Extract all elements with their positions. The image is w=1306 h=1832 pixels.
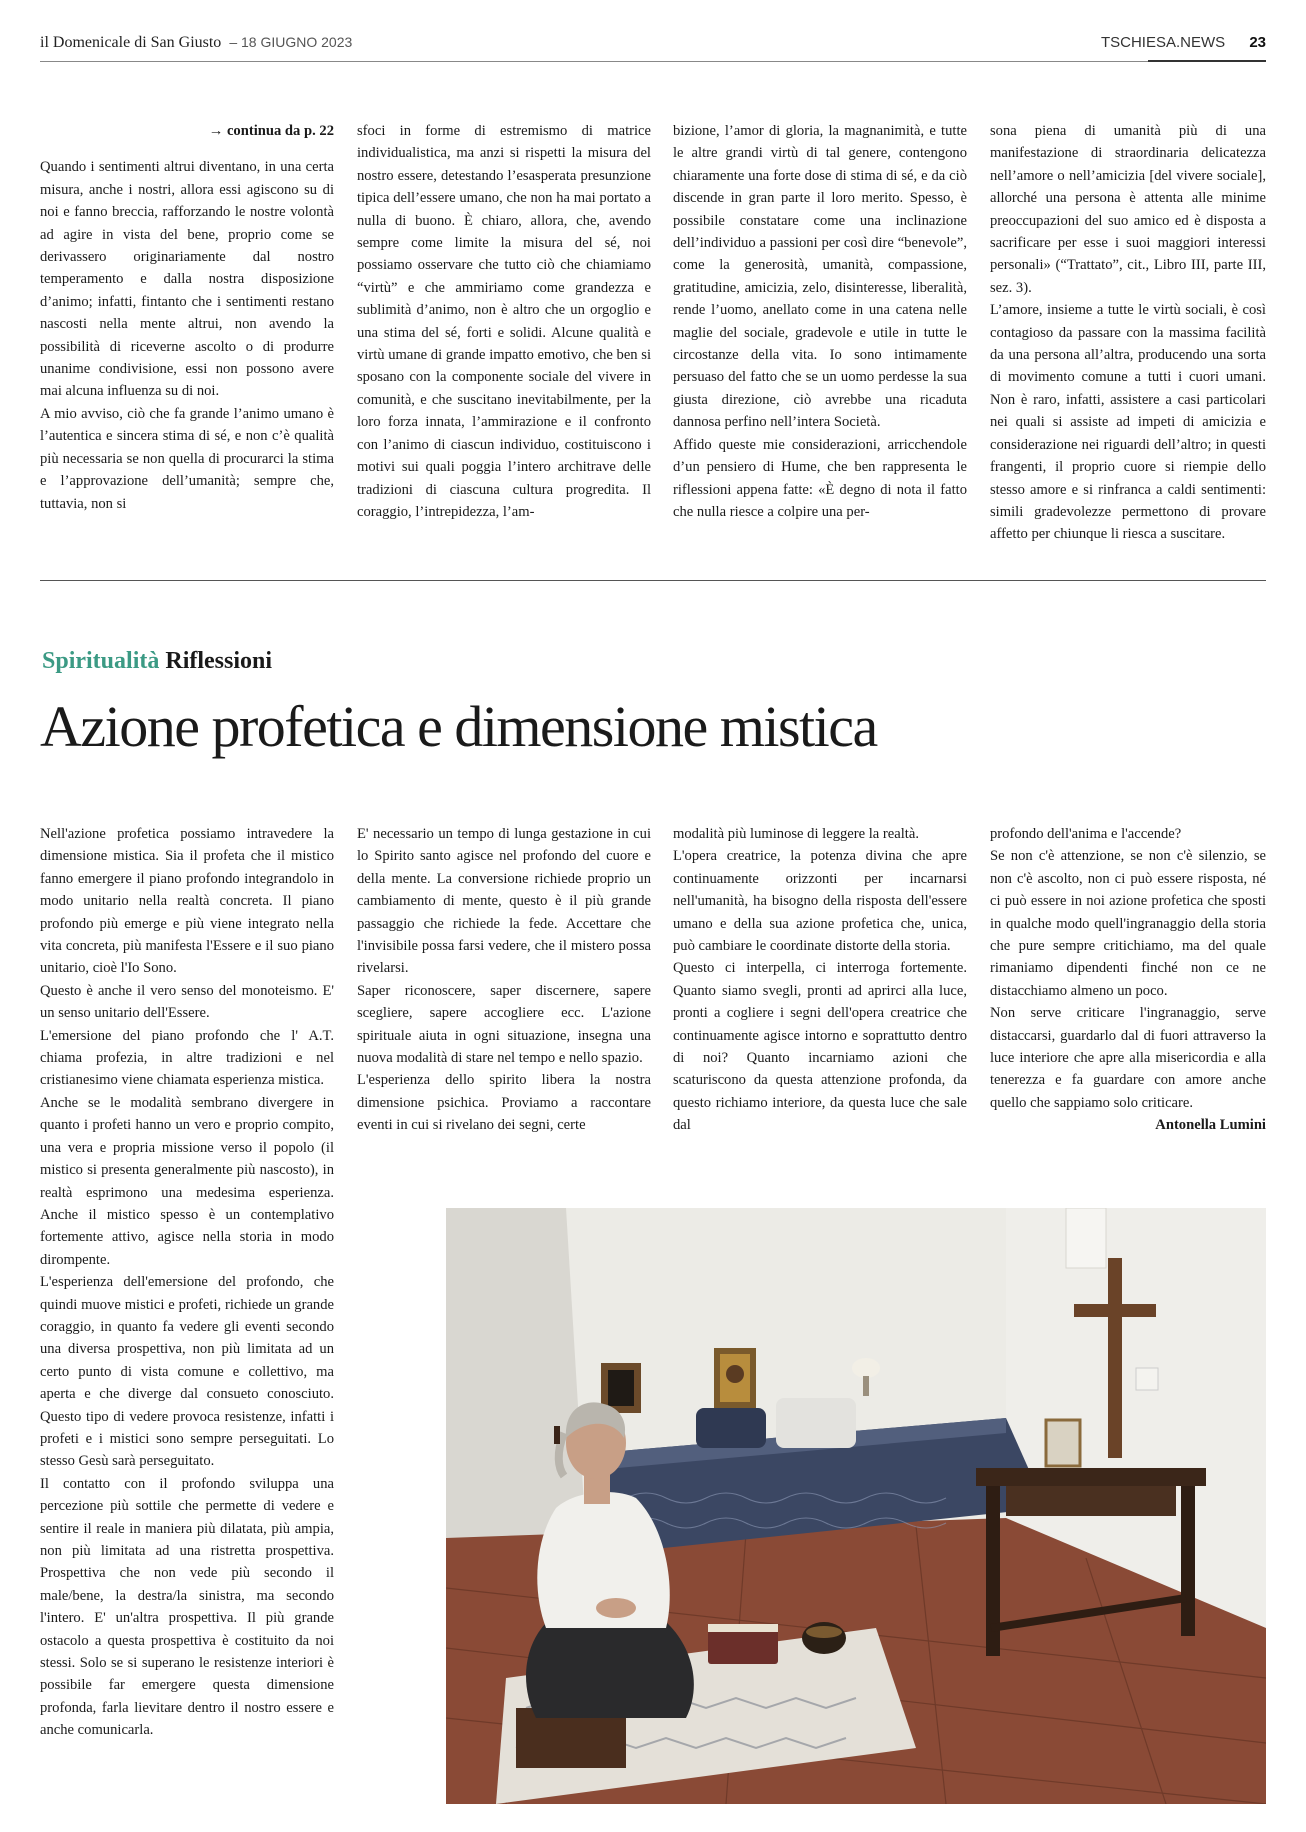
top-article-column-1	[40, 120, 334, 515]
paragraph: sfoci in forme di estremismo di matrice individualistica, ma anzi si rispetti la misura del nostro essere, detestando l’esasperata presunzione tipica dell’essere umano, che non ha mai portato a nulla di buono. È chiaro, allora, che, avendo sempre come limite la misura del sé, noi possiamo osservare che tutto ciò che chiamiamo “virtù” e che ammiriamo come grandezza e sublimità d’animo, non è altro che un orgoglio e una stima del sé, forti e solidi. Alcune qualità e virtù umane di grande impatto emotivo, che ben si sposano con la componente sociale del vivere in comunità, e che suscitano inevitabilmente, per la loro forza innata, l’ammirazione e il confronto con l’animo di ciascun individuo, costituiscono i motivi sui quali poggia l’intero architrave delle tradizioni di ciascuna cultura progredita. Il coraggio, l’intrepidezza, l’am-	[357, 123, 651, 520]
top-article-column-2	[357, 120, 651, 523]
issue-date: – 18 GIUGNO 2023	[229, 34, 353, 50]
paragraph: Non serve criticare l'ingranaggio, serve distaccarsi, guardarlo dal di fuori attraverso la luce interiore che apre alla misericordia e alla tenerezza e fa guardare con amore anche quello che sappiamo solo criticare.	[990, 1005, 1266, 1111]
section-divider	[40, 580, 1266, 581]
article-title: Azione profetica e dimensione mistica	[40, 694, 877, 759]
paragraph: L'opera creatrice, la potenza divina che apre continuamente orizzonti per incarnarsi nell'umanità, ha bisogno della risposta dell'essere umano e della sua azione profetica che, unica, può cambiare le coordinate distorte della storia.	[673, 848, 967, 955]
paragraph: Questo ci interpella, ci interroga fortemente. Quanto siamo svegli, pronti ad aprirci alla luce, pronti a cogliere i segni dell'opera creatrice che continuamente agisce intorno e soprattutto dentro di noi? Quanto incarniamo azioni che scaturiscono da questa attenzione profonda, da questo richiamo interiore, da questa luce che sale dal	[673, 960, 967, 1134]
paragraph: Saper riconoscere, saper discernere, sapere scegliere, sapere accogliere ecc. L'azione spirituale aiuta in ogni situazione, insegna una nuova modalità di stare nel tempo e nello spazio.	[357, 982, 651, 1067]
paragraph: L'emersione del piano profondo che l' A.T. chiama profezia, in altre tradizioni e nel cristianesimo viene chiamata esperienza mistica.	[40, 1027, 334, 1089]
header-rule	[40, 61, 1266, 62]
section-label: Spiritualità	[42, 648, 160, 674]
article-photo	[446, 1208, 1266, 1804]
paragraph: modalità più luminose di leggere la realtà.	[673, 826, 919, 842]
page-number: 23	[1249, 34, 1266, 51]
paragraph: profondo dell'anima e l'accende?	[990, 826, 1182, 842]
paragraph: L'esperienza dell'emersione del profondo, che quindi muove mistici e profeti, richiede un grande coraggio, in quanto fa vedere gli eventi secondo una diversa prospettiva, non più limitata ad un certo punto di vista comune e collettivo, ma aperta e che diverge dal consueto conosciuto. Questo tipo di vedere provoca resistenze, infatti i profeti e i mistici sono sempre perseguitati. Lo stesso Gesù sarà perseguitato.	[40, 1274, 334, 1470]
paragraph: bizione, l’amor di gloria, la magnanimità, e tutte le altre grandi virtù di tal genere, contengono chiaramente una forte dose di stima di sé, e da ciò discende in gran parte il loro merito. Spesso, è possibile constatare come una inclinazione dell’individuo a passioni per così dire “benevole”, come la generosità, umanità, compassione, gratitudine, amicizia, zelo, disinteresse, liberalità, rende l’uomo, anellato come in una catena nelle maglie del sociale, gradevole e utile in tutte le circostanze della vita. Io sono intimamente persuaso del fatto che se un uomo perdesse la sua giusta direzione, ciò avrebbe una ricaduta dannosa perfino nell’intera Società.	[673, 123, 967, 431]
site-header	[1101, 34, 1266, 51]
paragraph: Quando i sentimenti altrui diventano, in una certa misura, anche i nostri, allora essi agiscono su di noi e fanno breccia, rafforzando le nostre volontà ad agire in vista del bene, proprio come se derivassero originariamente dal nostro temperamento e dalla nostra disposizione d’animo; infatti, fintanto che i sentimenti restano nascosti nella mente altrui, non avendo la possibilità di riceverne ascolto o di produrre unanime condivisione, essi non possono avere mai alcuna influenza su di noi.	[40, 159, 334, 400]
article-column-1	[40, 823, 334, 1742]
subsection-label: Riflessioni	[165, 648, 273, 674]
article-column-2	[357, 823, 651, 1137]
paragraph: Affido queste mie considerazioni, arricchendole d’un pensiero di Hume, che ben rappresenta le riflessioni appena fatte: «È degno di nota il fatto che nulla riesce a colpire una per-	[673, 436, 967, 520]
header-accent-rule	[1148, 60, 1266, 62]
paragraph: E' necessario un tempo di lunga gestazione in cui lo Spirito santo agisce nel profondo del cuore e della mente. La conversione richiede proprio un cambiamento di mente, questo è il più grande passaggio che richiede la fede. Accettare che l'invisibile possa farsi vedere, che il mistero possa rivelarsi.	[357, 826, 651, 977]
top-article-column-3	[673, 120, 967, 523]
article-column-3	[673, 823, 967, 1137]
paragraph: Questo è anche il vero senso del monoteismo. E' un senso unitario dell'Essere.	[40, 982, 334, 1022]
paragraph: A mio avviso, ciò che fa grande l’animo umano è l’autentica e sincera stima di sé, e non c’è qualità più necessaria se non quella di procurarci la stima e l’approvazione dell’umanità; sempre che, tuttavia, non si	[40, 405, 334, 512]
section-kicker	[42, 648, 272, 675]
article-column-4	[990, 823, 1266, 1137]
paragraph: L’amore, insieme a tutte le virtù sociali, è così contagioso da passare con la massima facilità da una persona all’altra, producendo una sorta di movimento comune a tutti i cuori umani. Non è raro, infatti, assistere a casi particolari nei quali si assiste ad impeti di amicizia e considerazione nei riguardi dell’altro; in questi frangenti, il proprio cuore si riempie dello stesso amore e si rinfranca a caldi sentimenti: simili gradevolezze permettono di provare affetto per chiunque li riesca a suscitare.	[990, 302, 1266, 543]
paragraph: sona piena di umanità più di una manifestazione di straordinaria delicatezza nell’amore o nell’amicizia [del vivere sociale], allorché una persona è attenta alle minime preoccupazioni del suo amico ed è disposta a sacrificare per esse i suoi maggiori interessi personali» (“Trattato”, cit., Libro III, parte III, sez. 3).	[990, 123, 1266, 296]
paragraph: Il contatto con il profondo sviluppa una percezione più sottile che permette di vedere e sentire il reale in maniera più dilatata, più ampia, non più limitata ad una ristretta prospettiva. Prospettiva che non vede più secondo il male/bene, la destra/la sinistra, ma secondo l'intero. E' un'altra prospettiva. Il più grande ostacolo a questa prospettiva è costituito da noi stessi. Solo se si superano le resistenze interiori è possibile far emergere questa dimensione profonda, farla lievitare dentro il nostro essere e anche comunicarla.	[40, 1475, 334, 1739]
site-name: TSCHIESA.NEWS	[1100, 34, 1226, 51]
publication-name: il Domenicale di San Giusto	[40, 34, 222, 51]
paragraph: Nell'azione profetica possiamo intravedere la dimensione mistica. Sia il profeta che il mistico fanno emergere il piano profondo integrandolo in modo unitario nella realtà concreta. Il piano profondo più emerge e più viene integrato nella vita concreta, più manifesta l'Essere e il suo piano unitario, cioè l'Io Sono.	[40, 826, 334, 977]
paragraph: L'esperienza dello spirito libera la nostra dimensione psichica. Proviamo a raccontare eventi in cui si rivelano dei segni, certe	[357, 1072, 651, 1134]
publication-header	[40, 34, 352, 52]
top-article-column-4	[990, 120, 1266, 546]
paragraph: Anche se le modalità sembrano divergere in quanto i profeti hanno un vero e proprio compito, una vera e propria missione verso il popolo (il mistico si presenta generalmente più nascosto), in realtà esprimono una medesima esperienza. Anche il mistico spesso è un contemplativo fortemente attivo, agisce nella storia in modo dirompente.	[40, 1094, 334, 1268]
paragraph: Se non c'è attenzione, se non c'è silenzio, se non c'è ascolto, non ci può essere risposta, né ci può essere in noi azione profetica che sposti in qualche modo quell'ingranaggio della storia che pure sempre critichiamo, ma del quale rimaniamo dipendenti finché non ce ne distacchiamo almeno un poco.	[990, 848, 1266, 999]
continued-from-note: → continua da p. 22	[208, 123, 334, 139]
article-author: Antonella Lumini	[1155, 1117, 1266, 1134]
